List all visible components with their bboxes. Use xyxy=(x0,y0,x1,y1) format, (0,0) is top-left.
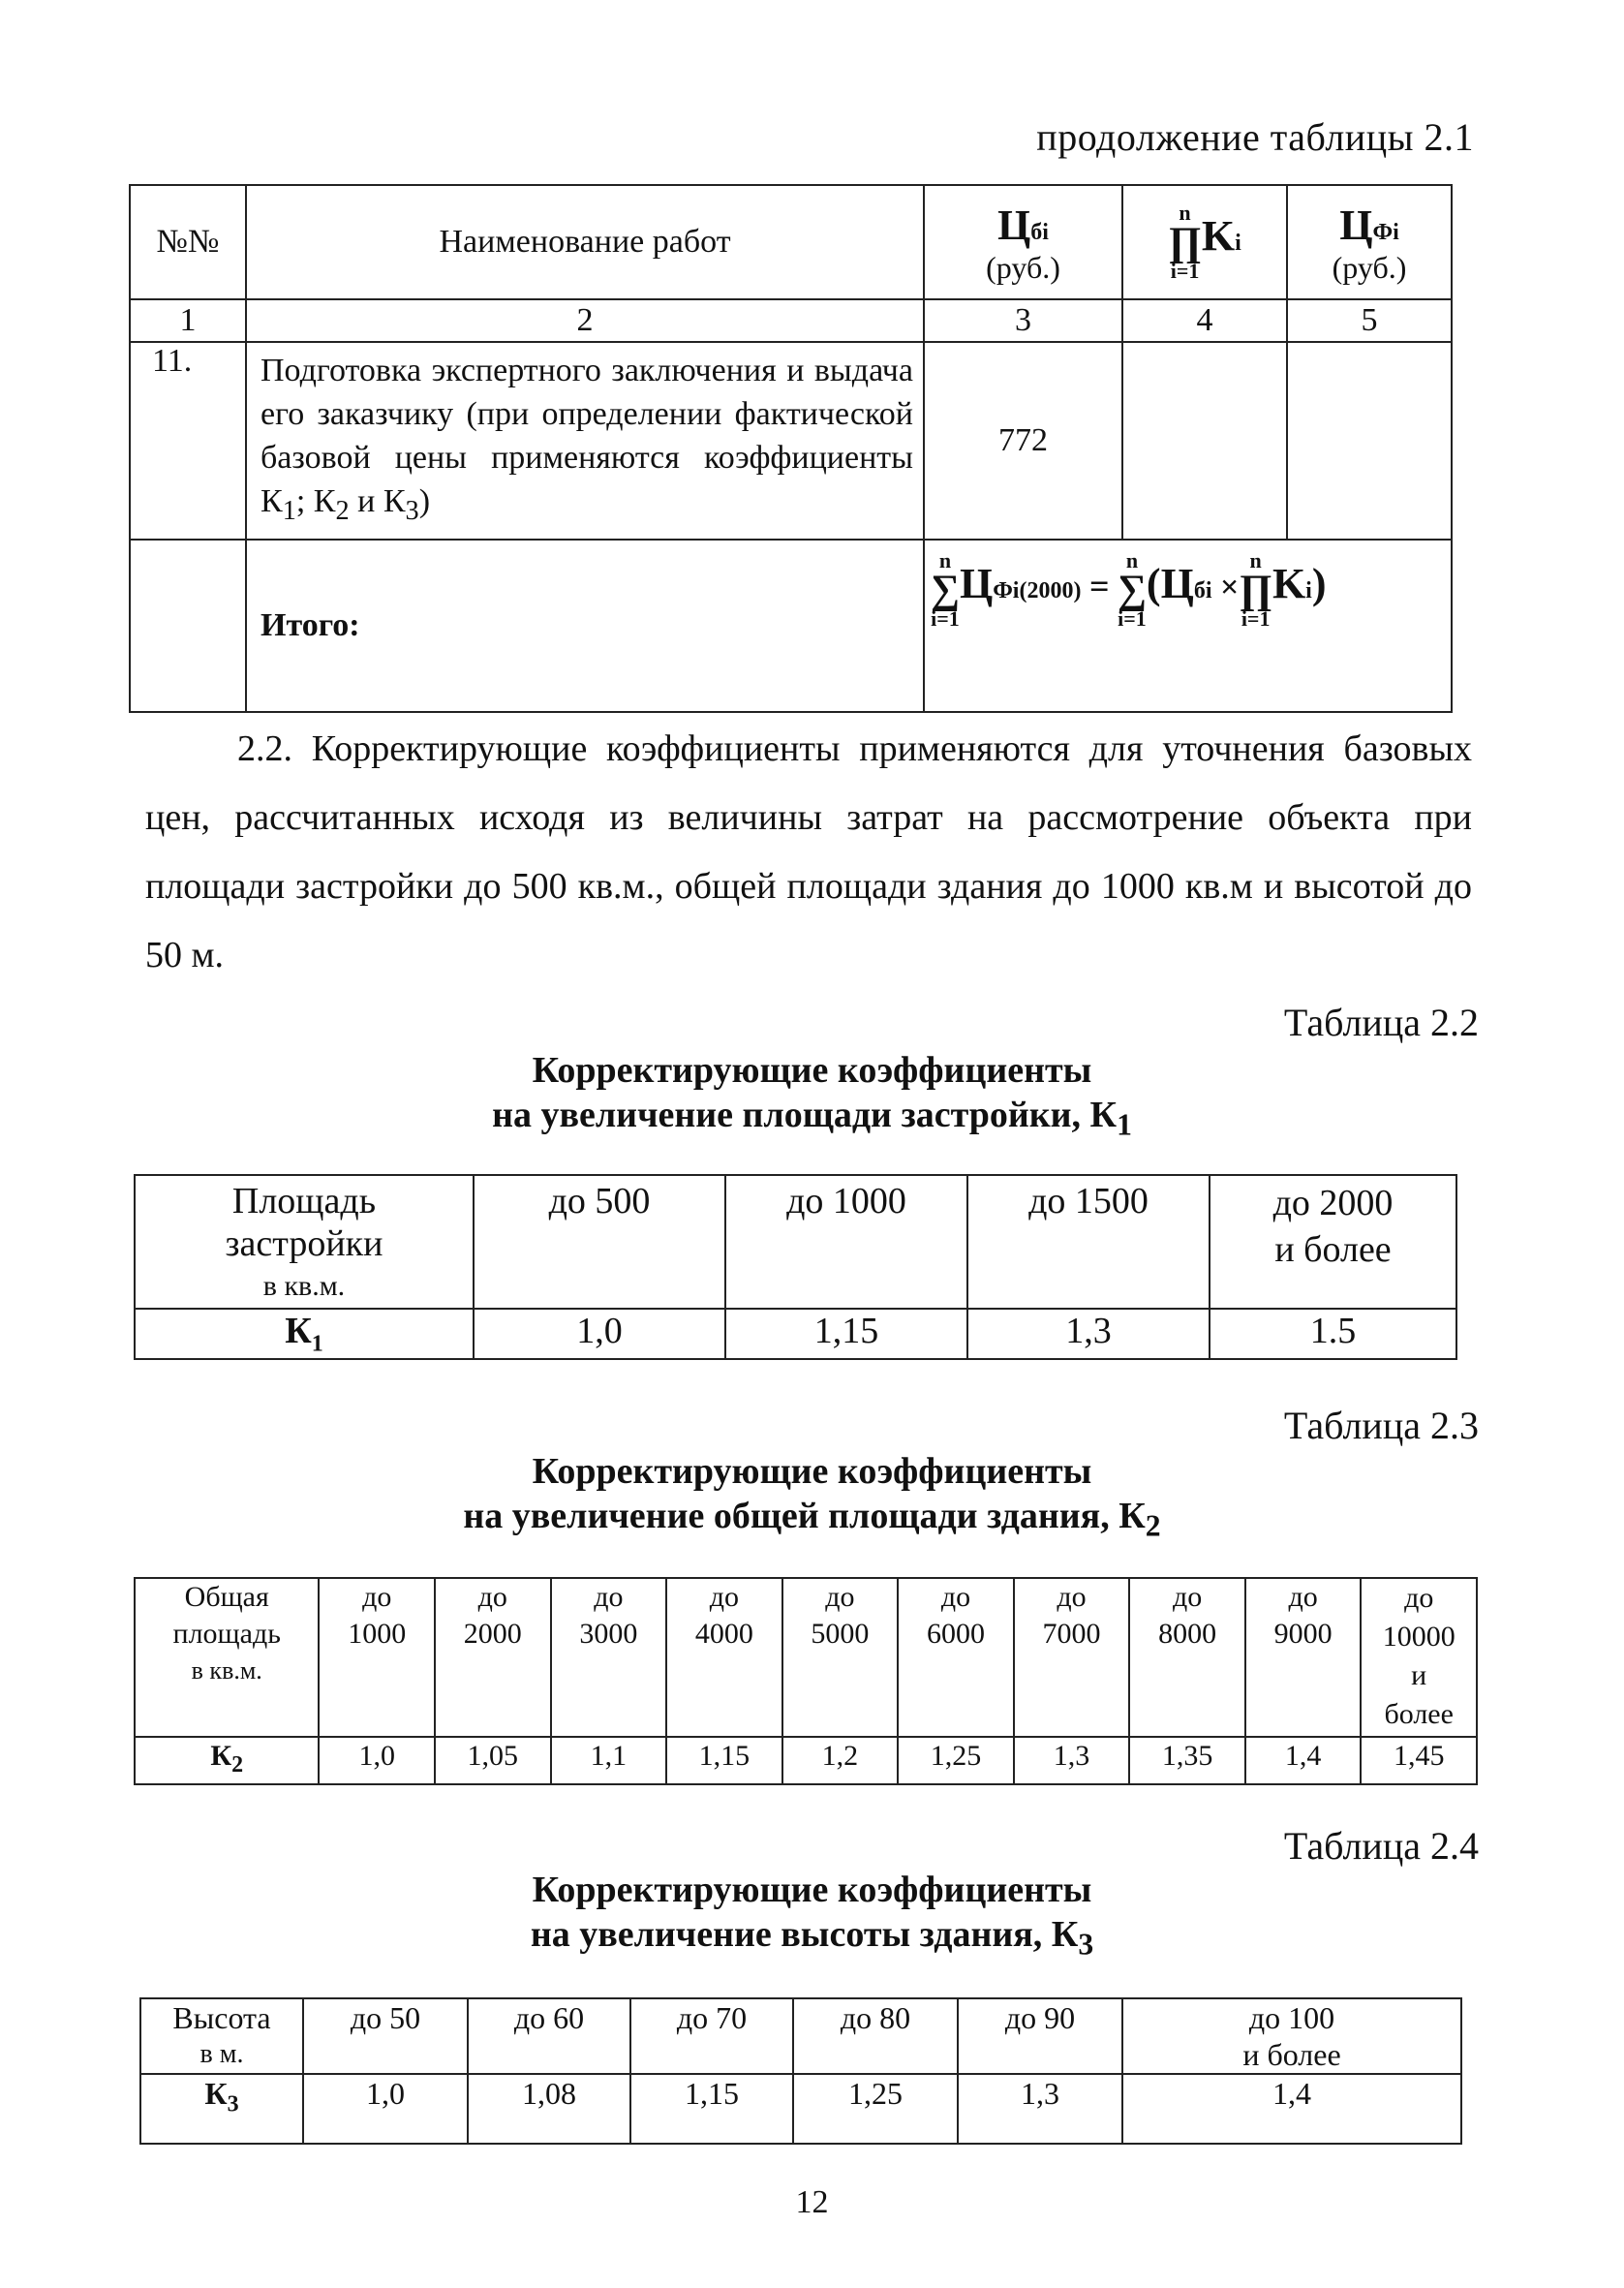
t23-h-6b: 6000 xyxy=(926,1618,985,1650)
t23-h-6 xyxy=(898,1578,1014,1737)
table-2-2-label: Таблица 2.2 xyxy=(1283,1001,1479,1044)
base-price-symbol: Ц xyxy=(997,201,1031,249)
t23-h-6a: до xyxy=(940,1581,971,1613)
row-product-k xyxy=(1122,342,1287,540)
t24-v-2: 1,08 xyxy=(468,2074,630,2144)
sum2-bottom: i=1 xyxy=(1118,605,1147,631)
rhs-sub: бi xyxy=(1193,577,1212,603)
fact-price-sub: Фi xyxy=(1372,219,1399,245)
t23-h-10d: более xyxy=(1384,1698,1454,1730)
times: × xyxy=(1219,569,1240,605)
total-row xyxy=(130,540,1452,712)
paren-close: ) xyxy=(1311,559,1327,607)
colnum-1: 1 xyxy=(130,299,246,342)
t23-h-1b: 1000 xyxy=(348,1618,407,1650)
table-2-3-title-sub: 2 xyxy=(1145,1508,1161,1543)
t23-v-7: 1,3 xyxy=(1014,1737,1130,1784)
row-sep1: ; К xyxy=(295,483,336,519)
t23-h-7a: до xyxy=(1057,1581,1087,1613)
t24-header-label xyxy=(140,1998,303,2074)
t22-v-4: 1.5 xyxy=(1210,1309,1456,1359)
t23-v-5: 1,2 xyxy=(782,1737,899,1784)
k2-symbol: K xyxy=(1272,559,1306,607)
t22-header-label xyxy=(135,1175,474,1309)
row-end: ) xyxy=(418,483,431,519)
prod2-top: n xyxy=(1249,547,1262,572)
equals: = xyxy=(1088,566,1110,605)
t23-h-7 xyxy=(1014,1578,1130,1737)
paragraph-2-2 xyxy=(145,715,1472,990)
header-num: №№ xyxy=(130,185,246,299)
k-symbol: K xyxy=(1201,211,1236,260)
header-fact-price xyxy=(1287,185,1452,299)
t23-v-3: 1,1 xyxy=(551,1737,667,1784)
table-2-2-title-line2: на увеличение площади застройки, К xyxy=(492,1095,1118,1135)
sum2-op: ∑ xyxy=(1117,567,1147,612)
t23-h-7b: 7000 xyxy=(1042,1618,1101,1650)
t22-hl-3: в кв.м. xyxy=(262,1270,346,1302)
row-and: и К xyxy=(349,483,406,519)
prod2-bottom: i=1 xyxy=(1241,605,1271,631)
t24-v-5: 1,3 xyxy=(958,2074,1122,2144)
t23-h-1 xyxy=(319,1578,435,1737)
t23-v-10: 1,45 xyxy=(1361,1737,1477,1784)
row-price: 772 xyxy=(924,342,1122,540)
t22-h-1: до 500 xyxy=(474,1175,725,1309)
t23-h-9a: до xyxy=(1288,1581,1318,1613)
t22-v-3: 1,3 xyxy=(967,1309,1210,1359)
t23-h-9 xyxy=(1245,1578,1362,1737)
t24-row-label xyxy=(140,2074,303,2144)
t24-h-2: до 60 xyxy=(468,1998,630,2074)
t23-v-4: 1,15 xyxy=(666,1737,782,1784)
row-name-text: Подготовка экспертного заключения и выдача его заказчику (при определении фактической базовой цены применяются коэффициенты К xyxy=(260,353,913,519)
table-2-2 xyxy=(134,1174,1457,1360)
t23-h-2a: до xyxy=(477,1581,507,1613)
lhs-sub: Фi(2000) xyxy=(993,577,1082,603)
lhs-symbol: Ц xyxy=(959,559,994,607)
total-label: Итого: xyxy=(246,540,924,712)
t22-hl-1: Площадь xyxy=(231,1181,377,1221)
t23-row-label xyxy=(135,1737,319,1784)
row-name xyxy=(246,342,924,540)
t23-v-9: 1,4 xyxy=(1245,1737,1362,1784)
base-price-sub: бi xyxy=(1030,219,1049,245)
t23-row-label-sub: 2 xyxy=(231,1752,244,1778)
colnum-5: 5 xyxy=(1287,299,1452,342)
t23-h-3 xyxy=(551,1578,667,1737)
row-k1-sub: 1 xyxy=(282,495,296,526)
t23-h-10a: до xyxy=(1404,1582,1434,1614)
t22-h-4 xyxy=(1210,1175,1456,1309)
fact-price-symbol: Ц xyxy=(1339,201,1373,249)
t23-h-10b: 10000 xyxy=(1382,1621,1455,1653)
t23-hl-3: в кв.м. xyxy=(191,1656,262,1685)
t22-h-2: до 1000 xyxy=(725,1175,967,1309)
t23-h-5 xyxy=(782,1578,899,1737)
t24-row-label-k: К xyxy=(204,2076,228,2111)
table-2-3-title xyxy=(0,1449,1624,1549)
t23-h-3b: 3000 xyxy=(579,1618,638,1650)
t23-v-2: 1,05 xyxy=(435,1737,551,1784)
t23-h-2b: 2000 xyxy=(463,1618,522,1650)
continuation-caption: продолжение таблицы 2.1 xyxy=(1036,115,1474,159)
table-2-4 xyxy=(139,1997,1462,2145)
k-sub: i xyxy=(1235,230,1241,256)
table-2-3-title-line2: на увеличение общей площади здания, К xyxy=(463,1496,1146,1536)
t24-h-4: до 80 xyxy=(793,1998,958,2074)
t23-h-2 xyxy=(435,1578,551,1737)
t24-v-4: 1,25 xyxy=(793,2074,958,2144)
colnum-3: 3 xyxy=(924,299,1122,342)
total-formula xyxy=(924,540,1452,712)
row-num: 11. xyxy=(130,342,246,540)
t23-h-9b: 9000 xyxy=(1273,1618,1333,1650)
t23-h-5b: 5000 xyxy=(811,1618,870,1650)
t24-v-6: 1,4 xyxy=(1122,2074,1461,2144)
t23-h-1a: до xyxy=(362,1581,392,1613)
table-2-4-title xyxy=(0,1868,1624,1967)
row-fact-price xyxy=(1287,342,1452,540)
t23-v-6: 1,25 xyxy=(898,1737,1014,1784)
t22-v-1: 1,0 xyxy=(474,1309,725,1359)
table-2-3-label: Таблица 2.3 xyxy=(1283,1404,1479,1447)
table-2-4-title-line1: Корректирующие коэффициенты xyxy=(532,1870,1092,1910)
paragraph-text: 2.2. Корректирующие коэффициенты применяются для уточнения базовых цен, рассчитанных исходя из величины затрат на рассмотрение объекта при площади застройки до 500 кв.м., общей площади здания до 1000 кв.м и высотой до 50 м. xyxy=(145,728,1472,975)
header-product-k xyxy=(1122,185,1287,299)
row-k3-sub: 3 xyxy=(405,495,419,526)
t23-hl-1: Общая xyxy=(184,1581,269,1613)
sum-op: ∑ xyxy=(931,567,960,612)
t24-h-6 xyxy=(1122,1998,1461,2074)
t24-h-1: до 50 xyxy=(303,1998,468,2074)
prod2-op: ∏ xyxy=(1239,567,1272,612)
t23-h-4b: 4000 xyxy=(694,1618,753,1650)
t23-h-8 xyxy=(1129,1578,1245,1737)
total-num xyxy=(130,540,246,712)
header-base-price xyxy=(924,185,1122,299)
t22-v-2: 1,15 xyxy=(725,1309,967,1359)
t24-h-5: до 90 xyxy=(958,1998,1122,2074)
t22-h-3: до 1500 xyxy=(967,1175,1210,1309)
t22-row-label xyxy=(135,1309,474,1359)
t24-hl-1: Высота xyxy=(172,2000,271,2035)
t22-h-4b: и более xyxy=(1274,1229,1392,1270)
table-2-3-title-line1: Корректирующие коэффициенты xyxy=(532,1451,1092,1492)
t24-v-3: 1,15 xyxy=(630,2074,793,2144)
row-k2-sub: 2 xyxy=(335,495,350,526)
k2-sub: i xyxy=(1305,577,1312,603)
t23-h-8b: 8000 xyxy=(1158,1618,1217,1650)
sum-top: n xyxy=(938,547,952,572)
t24-h-6b: и более xyxy=(1242,2037,1341,2072)
page-number: 12 xyxy=(795,2184,829,2220)
table-2-4-title-line2: на увеличение высоты здания, К xyxy=(530,1914,1079,1955)
t23-row-label-k: К xyxy=(210,1740,232,1772)
t23-h-8a: до xyxy=(1172,1581,1203,1613)
base-price-unit: (руб.) xyxy=(986,249,1060,285)
t23-h-3a: до xyxy=(594,1581,624,1613)
table-2-4-title-sub: 3 xyxy=(1078,1927,1094,1962)
t24-h-3: до 70 xyxy=(630,1998,793,2074)
t23-v-8: 1,35 xyxy=(1129,1737,1245,1784)
t23-h-4a: до xyxy=(709,1581,740,1613)
t23-hl-2: площадь xyxy=(172,1618,281,1650)
colnum-4: 4 xyxy=(1122,299,1287,342)
table-2-3 xyxy=(134,1577,1478,1785)
column-number-row xyxy=(130,299,1452,342)
table-2-2-title-line1: Корректирующие коэффициенты xyxy=(532,1050,1092,1091)
t23-v-1: 1,0 xyxy=(319,1737,435,1784)
t23-h-4 xyxy=(666,1578,782,1737)
t23-h-10 xyxy=(1361,1578,1477,1737)
sum2-top: n xyxy=(1125,547,1139,572)
header-name: Наименование работ xyxy=(246,185,924,299)
prod-top: n xyxy=(1179,201,1191,225)
t24-hl-2: в м. xyxy=(199,2039,244,2069)
t23-h-5a: до xyxy=(825,1581,855,1613)
t22-row-label-k: К xyxy=(285,1311,312,1351)
t22-h-4a: до 2000 xyxy=(1272,1183,1394,1223)
table-2-1-continuation xyxy=(129,184,1453,713)
prod-op: ∏ xyxy=(1168,220,1202,264)
table-row xyxy=(130,342,1452,540)
t24-row-label-sub: 3 xyxy=(227,2091,239,2118)
prod-bottom: i=1 xyxy=(1170,259,1200,283)
t22-row-label-sub: 1 xyxy=(311,1331,323,1357)
table-2-4-label: Таблица 2.4 xyxy=(1283,1824,1479,1868)
colnum-2: 2 xyxy=(246,299,924,342)
table-2-2-title-sub: 1 xyxy=(1117,1107,1132,1142)
t23-header-label xyxy=(135,1578,319,1737)
fact-price-unit: (руб.) xyxy=(1332,249,1407,285)
table-2-2-title xyxy=(0,1048,1624,1148)
t23-h-10c: и xyxy=(1411,1659,1427,1691)
t24-v-1: 1,0 xyxy=(303,2074,468,2144)
sum-bottom: i=1 xyxy=(931,605,960,631)
rhs-symbol: (Ц xyxy=(1146,559,1194,607)
t24-h-6a: до 100 xyxy=(1248,2000,1335,2035)
t22-hl-2: застройки xyxy=(225,1223,383,1264)
